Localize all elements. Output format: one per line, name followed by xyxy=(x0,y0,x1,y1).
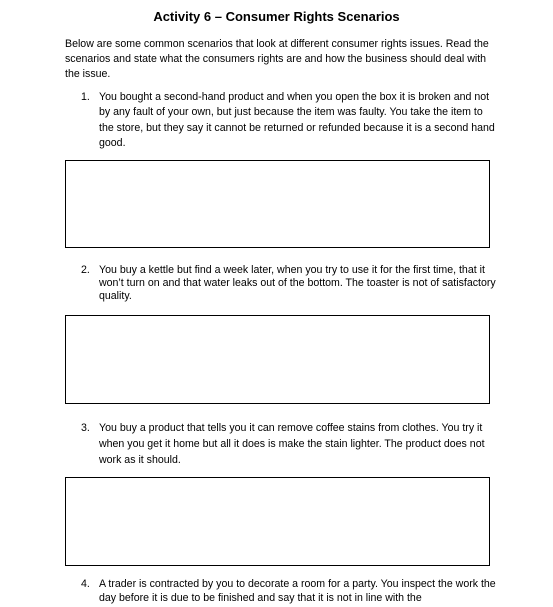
scenario-item xyxy=(81,90,497,152)
answer-box-2[interactable] xyxy=(65,315,490,404)
scenario-item xyxy=(81,421,497,468)
scenario-number: 3. xyxy=(81,422,90,434)
scenario-text: You bought a second-hand product and when you open the box it is broken and not by any fault of your own, but just because the item was faulty. You take the item to the store, but they say it cannot be returned or refunded because it is a second hand good. xyxy=(99,91,495,150)
answer-box-3[interactable] xyxy=(65,477,490,566)
scenario-item xyxy=(81,577,497,605)
scenario-item xyxy=(81,264,497,304)
intro-paragraph: Below are some common scenarios that look at different consumer rights issues. Read the scenarios and state what the consumers rights are and how the business should deal with the issue. xyxy=(65,38,489,80)
scenario-number: 2. xyxy=(81,264,90,276)
scenario-text: A trader is contracted by you to decorate a room for a party. You inspect the work the day before it is due to be finished and say that it is not in line with the xyxy=(99,578,496,604)
page-title: Activity 6 – Consumer Rights Scenarios xyxy=(153,9,400,24)
scenario-text: You buy a product that tells you it can remove coffee stains from clothes. You try it when you get it home but all it does is make the stain lighter. The product does not work as it should. xyxy=(99,422,485,466)
scenario-number: 4. xyxy=(81,578,90,590)
scenario-number: 1. xyxy=(81,91,90,103)
scenario-text: You buy a kettle but find a week later, when you try to use it for the first time, that it won’t turn on and that water leaks out of the bottom. The toaster is not of satisfactory quality. xyxy=(99,264,496,303)
answer-box-1[interactable] xyxy=(65,160,490,248)
